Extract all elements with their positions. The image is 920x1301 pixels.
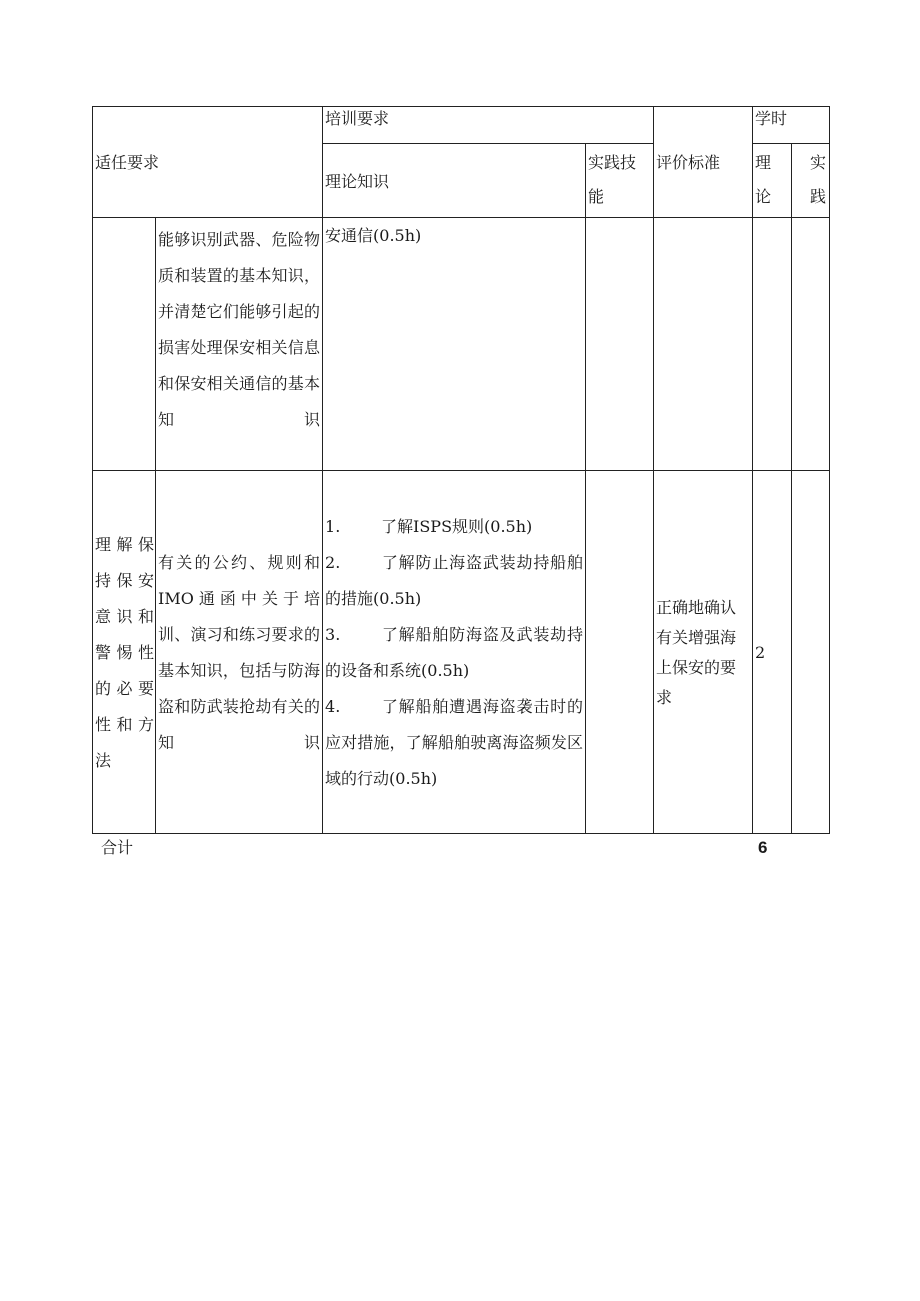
table-row (93, 218, 830, 471)
total-row (0, 838, 920, 862)
theory-item-4: 4. 了解船舶遭遇海盗袭击时的应对措施，了解船舶驶离海盗频发区域的行动(0.5h) (325, 697, 584, 788)
total-label: 合计 (101, 838, 134, 857)
table-row (93, 471, 830, 834)
cell-practice (586, 218, 654, 471)
training-table (92, 106, 830, 834)
theory-item-3: 3. 了解船舶防海盗及武装劫持的设备和系统(0.5h) (325, 625, 584, 680)
cell-theory (323, 471, 586, 834)
total-value: 6 (758, 838, 768, 857)
header-hours: 学时 (753, 107, 830, 144)
cell-competence: 理解保持保安意识和警惕性的必要性和方法 (93, 471, 156, 834)
theory-list (323, 507, 585, 797)
header-theory-knowledge: 理论知识 (323, 144, 586, 218)
header-assessment-criteria: 评价标准 (654, 107, 753, 218)
header-competence: 适任要求 (93, 107, 323, 218)
header-training-requirements: 培训要求 (323, 107, 654, 144)
cell-hours-theory (753, 218, 792, 471)
cell-competence (93, 218, 156, 471)
cell-theory: 安通信(0.5h) (323, 218, 586, 471)
cell-hours-practice (792, 218, 830, 471)
theory-item-1: 1. 了解ISPS规则(0.5h) (325, 517, 533, 536)
cell-sub-competence: 有关的公约、规则和IMO通函中关于培训、演习和练习要求的基本知识，包括与防海盗和防武装抢劫有关的知识 (156, 471, 323, 834)
cell-criteria: 正确地确认有关增强海上保安的要求 (654, 471, 753, 834)
theory-item-2: 2. 了解防止海盗武装劫持船舶的措施(0.5h) (325, 553, 584, 608)
cell-criteria (654, 218, 753, 471)
header-hours-practice: 实践 (792, 144, 830, 218)
cell-practice (586, 471, 654, 834)
cell-sub-competence: 能够识别武器、危险物质和装置的基本知识，并清楚它们能够引起的损害处理保安相关信息和保安相关通信的基本知识 (156, 218, 323, 471)
header-practical-skills: 实践技能 (586, 144, 654, 218)
cell-hours-practice (792, 471, 830, 834)
header-hours-theory: 理论 (753, 144, 792, 218)
cell-hours-theory: 2 (753, 471, 792, 834)
